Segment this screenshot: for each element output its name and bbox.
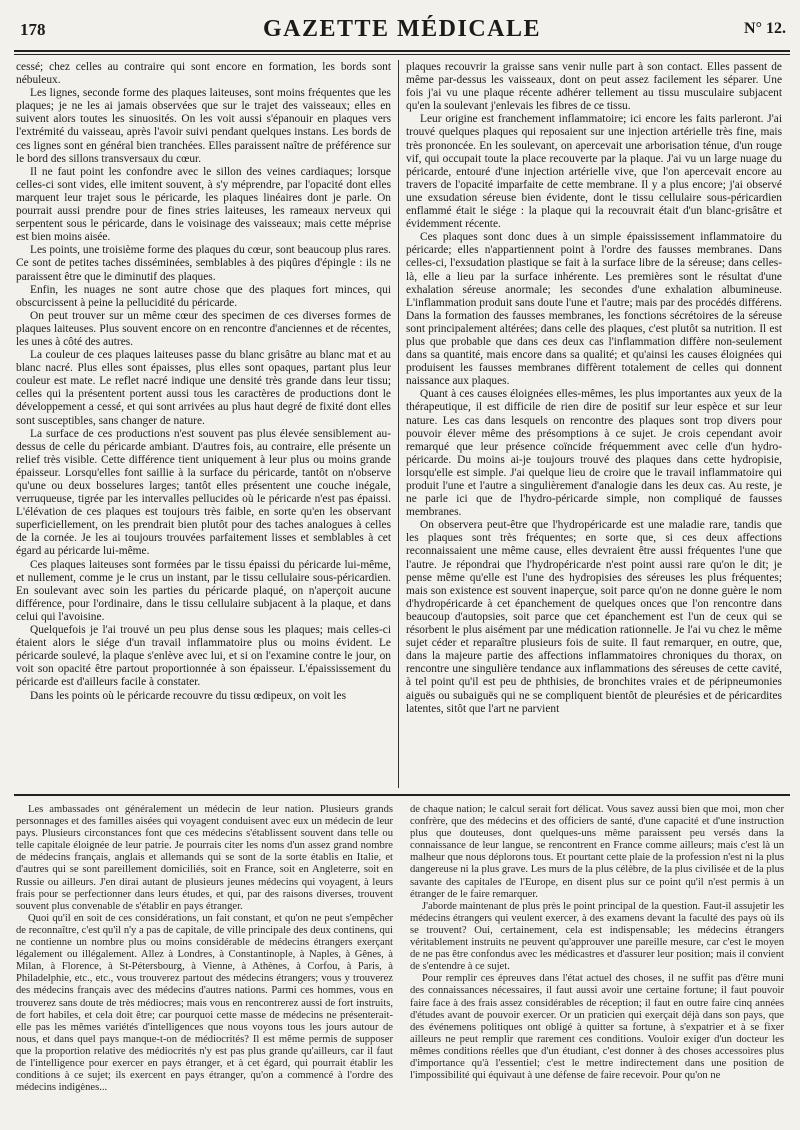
paragraph: Les ambassades ont généralement un médecin de leur nation. Plusieurs grands personnages et des familles aisées qui voyagent conduisent avec eux un médecin de leur pays. Plusieurs circonstances font que ces médecins s'établissent souvent dans telle ou telle capitale éloignée de leur patrie. Je pourrais citer les noms d'un assez grand nombre de médecins français, anglais et allemands qui se sont de la sorte établis en Italie, et d'autres qui se sont pareillement domiciliés, soit en France, soit en Angleterre, soit en Russie ou ailleurs. J'en dirai autant de plusieurs jeunes médecins qui voyagent, à leurs frais pour se perfectionner dans leurs études, et qui, par des raisons diverses, trouvent souvent plus convenable de s'établir en pays étranger.: [16, 804, 393, 912]
paragraph: Quant à ces causes éloignées elles-mêmes, les plus importantes aux yeux de la thérapeutique, il est difficile de rien dire de positif sur leur espèce et sur leur nature. Les cas dans lesquels on rencontre des plaques sont trop divers pour pouvoir élever même des présomptions à ce sujet. Je crois cependant avoir remarqué que leur présence coïncide fréquemment avec celle d'un hydro-péricarde. Du moins ai-je toujours trouvé des plaques dans cette hydropisie, lorsqu'elle est simple. J'ai quelque lieu de croire que le travail inflammatoire qui produit l'une et l'autre a singulièrement d'analogie dans les deux cas. Au reste, je ne parle ici que de l'hydro-péricarde simple, non compliqué de fausses membranes.: [406, 388, 782, 519]
feuilleton-column-right: [410, 804, 784, 1122]
paragraph: Les lignes, seconde forme des plaques laiteuses, sont moins fréquentes que les plaques; je ne les ai jamais observées que sur le trajet des vaisseaux; elles en suivent alors toutes les sinuosités. On les voit aussi s'épanouir en plaques vers l'extrémité du vaisseau, après l'avoir suivi pendant quelques instans. Les bords de ces lignes sont en général bien tranchées. Elles paraissent naître de préférence sur le bord des sillons transversaux du cœur.: [16, 87, 391, 165]
header-rule-thin: [14, 54, 790, 55]
paragraph: Ces plaques laiteuses sont formées par le tissu épaissi du péricarde lui-même, et nullement, comme je le crus un instant, par le tissu cellulaire sous-péricardien. En soulevant avec soin les parties du péricarde plaqué, on n'aperçoit aucune différence, pour l'ordinaire, dans le tissu cellulaire subjacent à la plaque, et dans celui qui l'avoisine.: [16, 558, 391, 623]
paragraph: de chaque nation; le calcul serait fort délicat. Vous savez aussi bien que moi, mon cher confrère, que des médecins et des officiers de santé, d'une capacité et d'une instruction plus que douteuses, dont quelques-uns même paraissent peu versés dans la connaissance de leur langue, se rencontrent en France comme ailleurs; mais c'est là un malheur que nous déplorons tous. Et pourtant cette plaie de la profession n'est ni la plus dangereuse ni la plus grave. Les murs de la plus célèbre, de la plus civilisée et de la plus savante des capitales de l'Europe, en disent plus sur ce point qu'il n'est permis à un étranger de le faire remarquer.: [410, 804, 784, 900]
page-number: 178: [20, 20, 46, 39]
paragraph: La couleur de ces plaques laiteuses passe du blanc grisâtre au blanc mat et au blanc nacré. Plus elles sont épaisses, plus elles sont opaques, partant plus leur couleur est mate. Le reflet nacré indique une densité très grande dans leur tissu; celles qui la présentent portent aussi tous les caractères de productions dont le développement a cessé, et qui sont arrivées au plus haut degré de fixité dont elles sont susceptibles, sans changer de nature.: [16, 349, 391, 427]
page-header: [14, 14, 790, 48]
paragraph: La surface de ces productions n'est souvent pas plus élevée sensiblement au-dessus de celle du péricarde ambiant. D'autres fois, au contraire, elle présente un relief très visible. Cette différence tient uniquement à leur plus ou moins grande épaisseur. Lorsqu'elles font saillie à la surface du péricarde, tantôt on n'observe qu'une ou deux bosselures larges; tantôt elles présentent une couche inégale, verruqueuse, tigrée par les intervalles pellucides où le péricarde n'est pas épaissi. L'élévation de ces plaques est toujours très faible, en sorte qu'en les observant superficiellement, on les prendrait bien plutôt pour des taches analogues à celles de la cornée. Je les ai toujours trouvées parfaitement lisses et semblables à cet égard au péricarde lui-même.: [16, 427, 391, 558]
paragraph: Ces plaques sont donc dues à un simple épaississement inflammatoire du péricarde; elles n'appartiennent point à l'ordre des fausses membranes. Dans celles-ci, l'exsudation plastique se fait à la surface libre de la séreuse; dans celles-là, elle a lieu par la surface inhérente. Les premières sont le résultat d'une exhalation séreuse anormale; les secondes d'une exhalation albumineuse. L'inflammation produit sans doute l'une et l'autre; mais par des procédés différens. Dans la formation des fausses membranes, les fonctions sécrétoires de la séreuse sont principalement altérées; dans celle des plaques, c'est plutôt sa nutrition. Il est plus que probable que dans ces deux cas l'inflammation diffère non-seulement dans sa quantité, mais encore dans sa qualité; et qu'ainsi les causes éloignées qui produisent les fausses membranes diffèrent totalement de celles qui donnent naissance aux plaques.: [406, 231, 782, 388]
issue-number: N° 12.: [744, 20, 786, 37]
paragraph: Quoi qu'il en soit de ces considérations, un fait constant, et qu'on ne peut s'empêcher de reconnaître, c'est qu'il n'y a pas de capitale, de ville principale des deux continens, qui ne contienne un nombre plus ou moins considérable de médecins étrangers exerçant légalement ou illégalement. Allez à Londres, à Constantinople, à Naples, à Gênes, à Milan, à Florence, à St-Pétersbourg, à Vienne, à Athènes, à Corfou, à Paris, à Philadelphie, etc., etc., vous trouverez partout des médecins étrangers; vous y trouverez des médecins français avec des médecins d'autres nations. Parmi ces hommes, vous en trouverez sans doute de très médiocres; mais vous en rencontrerez aussi de fort instruits, de fort habiles, et cela doit être; car pourquoi cette masse de médecins ne présenterait-elle pas les mêmes variétés d'intelligences que nous voyons tous les jours autour de nous, et dans quel pays manque-t-on de médiocrités? Il est même permis de supposer que la proportion relative des médiocrités n'y est pas plus grande qu'ailleurs, car il faut de l'intelligence pour exercer en pays étranger, et à cet égard, qui pourrait établir les conditions à ce sujet; ils exercent en pays étranger, qu'on a commencé à l'ordre des médecins indigènes...: [16, 912, 393, 1094]
paragraph: cessé; chez celles au contraire qui sont encore en formation, les bords sont nébuleux.: [16, 61, 391, 87]
header-rule: [14, 50, 790, 52]
paragraph: Dans les points où le péricarde recouvre du tissu œdipeux, on voit les: [30, 689, 347, 702]
feuilleton-rule: [14, 794, 790, 796]
paragraph: Les points, une troisième forme des plaques du cœur, sont beaucoup plus rares. Ce sont de petites taches disséminées, semblables à des piqûres d'épingle : ils ne paraissent être que le diminutif des plaques.: [16, 244, 391, 283]
paragraph: On peut trouver sur un même cœur des specimen de ces diverses formes de plaques laiteuses. Plus souvent encore on en rencontre d'anciennes et de récentes, les unes à côté des autres.: [16, 309, 391, 348]
feuilleton-column-left: [16, 804, 393, 1122]
paragraph: Il ne faut point les confondre avec le sillon des veines cardiaques; lorsque celles-ci sont vides, elle imitent souvent, à s'y méprendre, par l'opacité dont elles marquent leur trajet sous le péricarde, les plaques linéaires dont je parle. On pourrait aussi prendre pour de fines stries laiteuses, les rameaux nerveux qui serpentent sous le péricarde, dans le voisinage des vaisseaux; mais cette méprise est bien moins aisée.: [16, 165, 391, 244]
column-divider: [398, 60, 399, 788]
paragraph: plaques recouvrir la graisse sans venir nulle part à son contact. Elles passent de même par-dessus les vaisseaux, dont on peut assez facilement les séparer. Une fois j'ai vu une plaque récente adhérer tellement au tissu musculaire subjacent qu'en la soulevant j'enlevais les fibres de ce tissu.: [406, 61, 782, 113]
paragraph: J'aborde maintenant de plus près le point principal de la question. Faut-il assujetir les médecins étrangers qui veulent exercer, à des examens devant la faculté des pays où ils se trouvent? Oui, certainement, cela est indispensable; les médecins étrangers véritablement instruits ne peuvent qu'approuver une pareille mesure, car c'est le moyen de ne pas être confondus avec les médicastres et d'assurer leur position; mais il convient de s'entendre à ce sujet.: [410, 900, 784, 973]
paragraph: On observera peut-être que l'hydropéricarde est une maladie rare, tandis que les plaques sont très fréquentes; en sorte que, si ces deux affections reconnaissaient une même cause, elles devraient être aussi fréquentes l'une que l'autre. Je répondrai que l'hydropéricarde n'est point aussi rare qu'on le dit; je pense même qu'elle est l'une des hydropisies des séreuses les plus fréquentes; mais son existence est souvent inaperçue, soit parce qu'on ne donne guère le nom d'hydropéricarde à cet épanchement de quelques onces que l'on rencontre dans beaucoup d'autopsies, soit parce que cet épanchement est l'un de ceux qui se résorbent le plus aisément par une médication rationnelle. Je l'ai vu chez le même sujet céder et reparaître plusieurs fois de suite. Il faut remarquer, en outre, que, dans la majeure partie des affections inflammatoires chroniques du thorax, on rencontre une singulière tendance aux inflammations des séreuses de cette cavité, à tel point qu'il est peu de phthisies, de bronchites vraies et de péripneumonies aiguës ou subaiguës qui ne se compliquent bientôt de pleurésies et de péricardites latentes, sitôt que l'art ne parvient: [406, 519, 782, 715]
paragraph: Quelquefois je l'ai trouvé un peu plus dense sous les plaques; mais celles-ci étaient alors le siége d'un travail inflammatoire plus ou moins évident. Le péricarde soulevé, la plaque s'enlève avec lui, et si on l'examine contre le jour, on voit son opacité être partout proportionnée à son épaisseur. L'épaississement du péricarde est d'ailleurs facile à constater.: [16, 624, 391, 689]
paragraph: Enfin, les nuages ne sont autre chose que des plaques fort minces, qui obscurcissent à peine la pellucidité du péricarde.: [16, 283, 391, 309]
article-column-left: [16, 61, 391, 789]
paragraph: Pour remplir ces épreuves dans l'état actuel des choses, il ne suffit pas d'être muni des connaissances nécessaires, il faut aussi avoir une certaine fortune; il faut pouvoir faire face à des frais assez considérables de réception; il faut en outre faire cinq années d'études avant de pouvoir exercer. Or un praticien qui exerçait déjà dans son pays, que des événemens politiques ont obligé à quitter sa fortune, à s'expatrier et à se fixer ailleurs ne peut remplir que rarement ces conditions. Vouloir exiger d'un docteur les mêmes conditions réelles que d'un étudiant, c'est donner à des choses accessoires plus d'importance qu'à l'essentiel; c'est le mettre indirectement dans une position de l'impossibilité qui équivaut à une défense de faire recevoir. Pour qu'on ne: [410, 973, 784, 1082]
article-column-right: [406, 61, 782, 789]
masthead-title: GAZETTE MÉDICALE: [262, 16, 542, 42]
paragraph: Leur origine est franchement inflammatoire; ici encore les faits parleront. J'ai trouvé quelques plaques qui reposaient sur une injection artérielle très fine, mais très prononcée. En les soulevant, on apercevait une arborisation ténue, d'un rouge vif, qui occupait toute la place recouverte par la plaque. J'ai vu un large nuage du péricarde, entouré d'une injection artérielle vive, que l'on apercevait encore au travers de l'opacité imparfaite de cette membrane. Il y a plus encore; j'ai observé une exsudation séreuse bien évidente, dont le tissu cellulaire sous-péricardien enflammé était le siége : la plaque qui la recouvrait était d'un blanc-grisâtre et évidemment récente.: [406, 113, 782, 231]
